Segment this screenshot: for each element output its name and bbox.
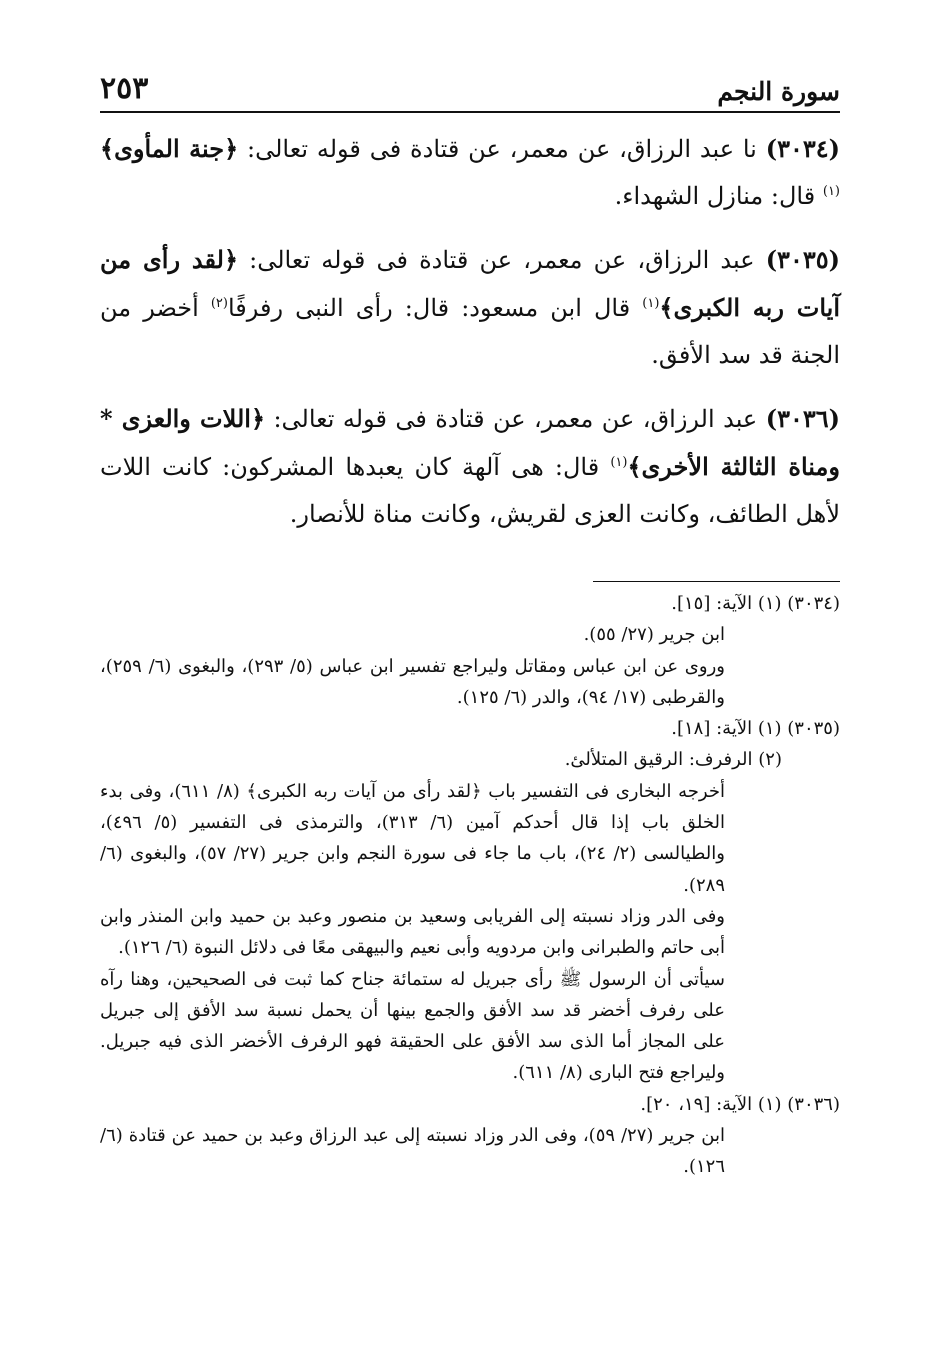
quran-verse: ﴿اللات والعزى * ومناة الثالثة الأخرى﴾: [100, 404, 840, 481]
surah-title: سورة النجم: [717, 77, 840, 106]
entry-number: (٣٠٣٤): [765, 134, 840, 163]
main-text: [100, 125, 840, 554]
footnotes: [100, 588, 840, 1183]
footnote-separator: [593, 581, 840, 582]
footnote-text: ابن جرير (٢٧/ ٥٩)، وفى الدر وزاد نسبته إلى عبد الرزاق وعبد بن حميد عن قتادة (٦/ ١٢٦).: [100, 1125, 725, 1178]
entry-number: (٣٠٣٥): [765, 245, 840, 274]
page-number: ٢٥٣: [100, 71, 149, 106]
footnote-ref: (١): [642, 296, 660, 311]
footnote-text: وفى الدر وزاد نسبته إلى الفريابى وسعيد بن منصور وعبد بن حميد وابن المنذر وابن أبى حاتم والطبرانى وابن مردويه وأبى نعيم والبيهقى معًا فى دلائل النبوة (٦/ ١٢٦).: [100, 905, 725, 959]
entry-text: نا عبد الرزاق، عن معمر، عن قتادة فى قوله تعالى:: [247, 135, 757, 163]
entry-3036: [100, 395, 840, 538]
entry-text: قال: منازل الشهداء.: [614, 182, 816, 210]
quran-verse: ﴿جنة المأوى﴾: [100, 134, 239, 163]
entry-text: عبد الرزاق، عن معمر، عن قتادة فى قوله تعالى:: [249, 246, 755, 274]
footnote-label: (٣٠٣٦) (١) الآية: [١٩، ٢٠].: [640, 1093, 840, 1115]
footnote-text: سيأتى أن الرسول ﷺ رأى جبريل له ستمائة جناح كما ثبت فى الصحيحين، وهنا رآه على رفرف أخضر قد سد الأفق والجمع بينها أن يحمل نسبة سد الأفق إلى جبريل على المجاز أما الذى سد الأفق على الحقيقة فهو الرفرف الأخضر الذى فيه جبريل. وليراجع فتح البارى (٨/ ٦١١).: [100, 968, 725, 1084]
header-rule: [100, 111, 840, 113]
footnote-subnote: (٢) الرفرف: الرقيق المتلألئ.: [564, 749, 782, 771]
footnote-ref: (٢): [210, 296, 228, 311]
footnote-text: ابن جرير (٢٧/ ٥٥).: [583, 624, 725, 646]
footnote-label: (٣٠٣٤) (١) الآية: [١٥].: [671, 593, 840, 614]
footnote-ref: (١): [822, 184, 840, 199]
entry-3035: [100, 236, 840, 379]
footnote-label: (٣٠٣٥) (١) الآية: [١٨].: [671, 718, 840, 740]
entry-text: قال: هى آلهة كان يعبدها المشركون: كانت اللات لأهل الطائف، وكانت العزى لقريش، وكانت مناة للأنصار.: [100, 453, 840, 528]
entry-number: (٣٠٣٦): [765, 404, 840, 433]
entry-text: قال ابن مسعود: قال: رأى النبى رفرفًا: [227, 294, 631, 322]
page-header: [100, 66, 840, 106]
footnote-text: أخرجه البخارى فى التفسير باب ﴿لقد رأى من آيات ربه الكبرى﴾ (٨/ ٦١١)، وفى بدء الخلق باب إذا قال أحدكم آمين (٦/ ٣١٣)، والترمذى فى التفسير (٥/ ٤٩٦)، والطيالسى (٢/ ٢٤)، باب ما جاء فى سورة النجم وابن جرير (٢٧/ ٥٧)، والبغوى (٦/ ٢٨٩).: [100, 780, 725, 896]
entry-text: أخضر من الجنة قد سد الأفق.: [100, 294, 840, 369]
quran-verse: ﴿لقد رأى من آيات ربه الكبرى﴾: [100, 245, 840, 322]
entry-3034: [100, 125, 840, 220]
footnote-ref: (١): [610, 455, 628, 470]
entry-text: عبد الرزاق، عن معمر، عن قتادة فى قوله تعالى:: [273, 405, 758, 433]
footnote-text: وروى عن ابن عباس ومقاتل وليراجع تفسير ابن عباس (٥/ ٢٩٣)، والبغوى (٦/ ٢٥٩)، والقرطبى (١٧/ ٩٤)، والدر (٦/ ١٢٥).: [100, 655, 725, 708]
